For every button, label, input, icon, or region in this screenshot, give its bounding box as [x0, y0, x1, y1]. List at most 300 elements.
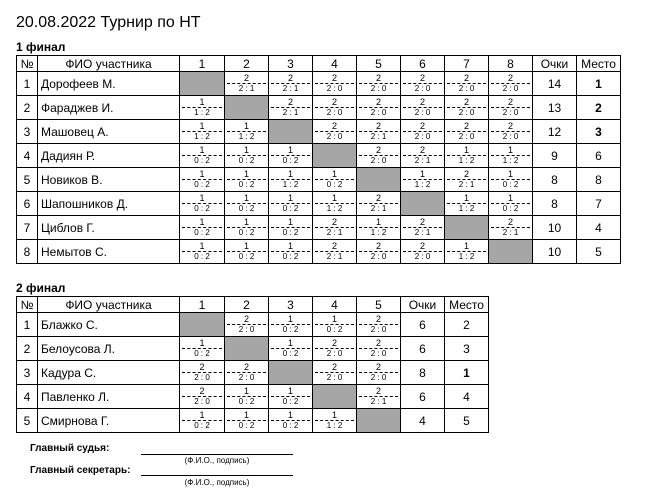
- match-points: 1: [199, 121, 205, 131]
- result-box: [269, 96, 312, 119]
- match-points: 2: [419, 73, 425, 83]
- result-box: [313, 120, 356, 143]
- diagonal-cell: [225, 96, 269, 120]
- final-place: 5: [577, 240, 621, 264]
- col-header-opponent: 6: [401, 56, 445, 72]
- result-cell: [357, 144, 401, 168]
- result-box: [225, 168, 268, 191]
- match-points: 2: [375, 314, 381, 324]
- match-points: 2: [419, 145, 425, 155]
- result-cell: [357, 337, 401, 361]
- match-score: 2 : 0: [447, 83, 486, 94]
- result-box: [357, 385, 400, 408]
- match-score: 0 : 2: [271, 396, 310, 407]
- result-box: [180, 192, 224, 215]
- match-score: 0 : 2: [227, 227, 266, 238]
- participant-name: Дадиян Р.: [38, 144, 180, 168]
- result-cell: [445, 120, 489, 144]
- result-cell: [357, 240, 401, 264]
- result-box: [225, 120, 268, 143]
- result-cell: [313, 313, 357, 337]
- col-header-opponent: 7: [445, 56, 489, 72]
- match-points: 2: [463, 97, 469, 107]
- match-points: 2: [419, 97, 425, 107]
- row-number: 3: [17, 120, 38, 144]
- match-score: 2 : 0: [359, 251, 398, 262]
- table-row: [17, 96, 621, 120]
- match-points: 1: [287, 169, 293, 179]
- match-score: 2 : 1: [447, 179, 486, 190]
- match-points: 1: [331, 314, 337, 324]
- result-box: [357, 216, 400, 239]
- participant-name: Блажко С.: [38, 313, 180, 337]
- row-number: 1: [17, 72, 38, 96]
- result-box: [225, 216, 268, 239]
- result-cell: [180, 216, 225, 240]
- diagonal-cell: [489, 240, 533, 264]
- col-header-opponent: 4: [313, 297, 357, 313]
- match-score: 2 : 0: [359, 324, 398, 335]
- col-header-num: №: [17, 297, 38, 313]
- match-score: 0 : 2: [227, 251, 266, 262]
- participant-name: Павленко Л.: [38, 385, 180, 409]
- result-cell: [225, 168, 269, 192]
- match-points: 1: [199, 169, 205, 179]
- match-score: 2 : 1: [403, 155, 442, 166]
- result-box: [489, 216, 532, 239]
- match-points: 2: [507, 97, 513, 107]
- row-number: 1: [17, 313, 38, 337]
- total-points: 6: [401, 385, 445, 409]
- result-cell: [180, 409, 225, 433]
- result-cell: [225, 385, 269, 409]
- match-score: 0 : 2: [491, 203, 530, 214]
- final-place: 3: [445, 337, 489, 361]
- match-points: 1: [331, 410, 337, 420]
- result-cell: [269, 313, 313, 337]
- result-cell: [180, 361, 225, 385]
- match-score: 2 : 0: [182, 396, 222, 407]
- table-row: [17, 240, 621, 264]
- match-points: 1: [199, 217, 205, 227]
- result-box: [269, 168, 312, 191]
- table-row: [17, 192, 621, 216]
- result-cell: [357, 96, 401, 120]
- match-score: 2 : 0: [359, 107, 398, 118]
- result-box: [357, 144, 400, 167]
- match-points: 1: [287, 314, 293, 324]
- result-cell: [225, 361, 269, 385]
- diagonal-cell: [357, 409, 401, 433]
- match-points: 2: [419, 241, 425, 251]
- total-points: 8: [401, 361, 445, 385]
- result-box: [225, 313, 268, 336]
- total-points: 6: [401, 337, 445, 361]
- result-box: [489, 192, 532, 215]
- table-row: [17, 337, 489, 361]
- result-box: [489, 168, 532, 191]
- match-score: 1 : 2: [271, 179, 310, 190]
- match-points: 1: [507, 145, 513, 155]
- match-points: 1: [287, 338, 293, 348]
- final2-table: [16, 296, 489, 433]
- result-box: [401, 168, 444, 191]
- col-header-opponent: 1: [180, 297, 225, 313]
- result-box: [225, 385, 268, 408]
- result-box: [269, 337, 312, 360]
- match-points: 1: [243, 241, 249, 251]
- result-box: [445, 72, 488, 95]
- participant-name: Новиков В.: [38, 168, 180, 192]
- result-box: [313, 72, 356, 95]
- match-score: 2 : 1: [359, 396, 398, 407]
- col-header-points: Очки: [401, 297, 445, 313]
- match-points: 1: [507, 169, 513, 179]
- col-header-opponent: 3: [269, 56, 313, 72]
- result-box: [445, 240, 488, 263]
- result-cell: [269, 385, 313, 409]
- row-number: 3: [17, 361, 38, 385]
- result-box: [445, 192, 488, 215]
- final-place: 1: [577, 72, 621, 96]
- match-score: 1 : 2: [447, 251, 486, 262]
- result-box: [357, 72, 400, 95]
- result-box: [313, 409, 356, 432]
- result-box: [401, 96, 444, 119]
- row-number: 8: [17, 240, 38, 264]
- participant-name: Дорофеев М.: [38, 72, 180, 96]
- total-points: 4: [401, 409, 445, 433]
- match-points: 1: [419, 169, 425, 179]
- participant-name: Циблов Г.: [38, 216, 180, 240]
- result-cell: [313, 168, 357, 192]
- result-box: [313, 168, 356, 191]
- col-header-name: ФИО участника: [38, 297, 180, 313]
- chief-secretary-label: Главный секретарь:: [30, 465, 131, 476]
- result-cell: [313, 72, 357, 96]
- result-box: [357, 337, 400, 360]
- result-box: [269, 313, 312, 336]
- match-score: 1 : 2: [403, 179, 442, 190]
- col-header-num: №: [17, 56, 38, 72]
- match-score: 0 : 2: [271, 348, 310, 359]
- col-header-opponent: 8: [489, 56, 533, 72]
- match-points: 1: [199, 97, 205, 107]
- result-cell: [445, 144, 489, 168]
- match-points: 1: [331, 193, 337, 203]
- match-points: 1: [199, 193, 205, 203]
- result-cell: [313, 361, 357, 385]
- total-points: 6: [401, 313, 445, 337]
- row-number: 6: [17, 192, 38, 216]
- result-box: [269, 144, 312, 167]
- result-cell: [180, 192, 225, 216]
- result-cell: [225, 144, 269, 168]
- col-header-opponent: 1: [180, 56, 225, 72]
- diagonal-cell: [225, 337, 269, 361]
- match-score: 0 : 2: [271, 203, 310, 214]
- result-cell: [489, 168, 533, 192]
- result-box: [357, 96, 400, 119]
- table-row: [17, 144, 621, 168]
- match-score: 0 : 2: [227, 155, 266, 166]
- match-score: 2 : 1: [491, 227, 530, 238]
- match-points: 2: [507, 73, 513, 83]
- result-box: [269, 409, 312, 432]
- result-cell: [357, 385, 401, 409]
- match-score: 0 : 2: [227, 179, 266, 190]
- result-cell: [401, 168, 445, 192]
- table-row: [17, 72, 621, 96]
- match-points: 1: [507, 193, 513, 203]
- chief-judge-signature-line: [141, 454, 293, 455]
- result-cell: [269, 192, 313, 216]
- match-points: 2: [331, 121, 337, 131]
- match-points: 1: [243, 121, 249, 131]
- match-score: 0 : 2: [182, 179, 222, 190]
- result-cell: [269, 168, 313, 192]
- result-cell: [445, 168, 489, 192]
- match-score: 0 : 2: [182, 155, 222, 166]
- match-score: 2 : 1: [359, 131, 398, 142]
- result-box: [269, 192, 312, 215]
- result-box: [225, 144, 268, 167]
- result-cell: [445, 72, 489, 96]
- participant-name: Смирнова Г.: [38, 409, 180, 433]
- match-score: 2 : 0: [182, 372, 222, 383]
- match-points: 2: [419, 217, 425, 227]
- match-points: 1: [331, 169, 337, 179]
- result-box: [180, 120, 224, 143]
- result-cell: [180, 240, 225, 264]
- total-points: 14: [533, 72, 577, 96]
- match-score: 0 : 2: [271, 251, 310, 262]
- result-box: [180, 168, 224, 191]
- result-cell: [401, 120, 445, 144]
- result-cell: [180, 144, 225, 168]
- result-cell: [357, 120, 401, 144]
- result-box: [489, 72, 532, 95]
- diagonal-cell: [180, 72, 225, 96]
- diagonal-cell: [180, 313, 225, 337]
- final-place: 7: [577, 192, 621, 216]
- result-box: [180, 216, 224, 239]
- match-points: 2: [375, 145, 381, 155]
- match-points: 2: [243, 73, 249, 83]
- result-cell: [313, 96, 357, 120]
- row-number: 5: [17, 409, 38, 433]
- total-points: 10: [533, 216, 577, 240]
- col-header-opponent: 2: [225, 297, 269, 313]
- final-place: 4: [445, 385, 489, 409]
- match-score: 0 : 2: [227, 420, 266, 431]
- match-points: 1: [199, 241, 205, 251]
- match-points: 1: [287, 410, 293, 420]
- result-cell: [489, 72, 533, 96]
- match-points: 1: [463, 145, 469, 155]
- result-cell: [180, 120, 225, 144]
- final-place: 2: [445, 313, 489, 337]
- row-number: 4: [17, 385, 38, 409]
- result-box: [269, 385, 312, 408]
- header-row: [17, 297, 489, 313]
- total-points: 10: [533, 240, 577, 264]
- match-points: 2: [287, 97, 293, 107]
- match-score: 1 : 2: [447, 155, 486, 166]
- match-score: 2 : 1: [315, 227, 354, 238]
- match-points: 2: [375, 241, 381, 251]
- col-header-place: Место: [445, 297, 489, 313]
- match-points: 2: [375, 338, 381, 348]
- match-score: 2 : 0: [359, 348, 398, 359]
- match-score: 2 : 0: [491, 131, 530, 142]
- table-row: [17, 361, 489, 385]
- result-cell: [489, 144, 533, 168]
- match-points: 1: [287, 241, 293, 251]
- match-points: 2: [375, 121, 381, 131]
- result-cell: [225, 409, 269, 433]
- match-score: 2 : 1: [271, 83, 310, 94]
- match-points: 2: [419, 121, 425, 131]
- result-cell: [180, 168, 225, 192]
- col-header-points: Очки: [533, 56, 577, 72]
- result-cell: [269, 240, 313, 264]
- match-score: 2 : 0: [491, 107, 530, 118]
- result-cell: [313, 192, 357, 216]
- diagonal-cell: [357, 168, 401, 192]
- match-score: 1 : 2: [447, 203, 486, 214]
- match-points: 1: [199, 338, 205, 348]
- result-box: [313, 216, 356, 239]
- result-cell: [489, 96, 533, 120]
- match-points: 2: [331, 338, 337, 348]
- match-score: 2 : 0: [447, 131, 486, 142]
- result-cell: [313, 120, 357, 144]
- result-cell: [357, 313, 401, 337]
- match-score: 2 : 1: [359, 203, 398, 214]
- result-box: [401, 120, 444, 143]
- result-cell: [313, 337, 357, 361]
- row-number: 5: [17, 168, 38, 192]
- result-box: [269, 216, 312, 239]
- result-cell: [357, 216, 401, 240]
- result-box: [180, 385, 224, 408]
- match-score: 2 : 0: [491, 83, 530, 94]
- row-number: 7: [17, 216, 38, 240]
- result-cell: [225, 192, 269, 216]
- result-cell: [225, 120, 269, 144]
- header-row: [17, 56, 621, 72]
- match-score: 1 : 2: [182, 107, 222, 118]
- match-score: 2 : 0: [359, 83, 398, 94]
- col-header-place: Место: [577, 56, 621, 72]
- match-points: 2: [243, 362, 249, 372]
- final-place: 6: [577, 144, 621, 168]
- result-cell: [225, 313, 269, 337]
- match-score: 2 : 0: [403, 83, 442, 94]
- match-points: 2: [375, 362, 381, 372]
- match-score: 0 : 2: [315, 179, 354, 190]
- match-score: 1 : 2: [182, 131, 222, 142]
- match-points: 2: [199, 386, 205, 396]
- match-score: 0 : 2: [315, 324, 354, 335]
- match-points: 1: [287, 386, 293, 396]
- participant-name: Шапошников Д.: [38, 192, 180, 216]
- result-box: [489, 144, 532, 167]
- table-row: [17, 385, 489, 409]
- match-score: 2 : 0: [359, 155, 398, 166]
- match-score: 2 : 0: [403, 107, 442, 118]
- match-score: 0 : 2: [182, 251, 222, 262]
- diagonal-cell: [445, 216, 489, 240]
- diagonal-cell: [269, 361, 313, 385]
- result-box: [313, 313, 356, 336]
- table-row: [17, 409, 489, 433]
- result-cell: [357, 72, 401, 96]
- participant-name: Машовец А.: [38, 120, 180, 144]
- result-cell: [313, 409, 357, 433]
- match-score: 2 : 1: [271, 107, 310, 118]
- result-box: [489, 120, 532, 143]
- match-score: 2 : 0: [403, 251, 442, 262]
- chief-judge-label: Главный судья:: [30, 443, 110, 454]
- match-score: 0 : 2: [271, 324, 310, 335]
- match-score: 2 : 1: [403, 227, 442, 238]
- match-score: 0 : 2: [271, 420, 310, 431]
- row-number: 2: [17, 96, 38, 120]
- match-points: 2: [375, 386, 381, 396]
- total-points: 8: [533, 192, 577, 216]
- match-points: 2: [375, 193, 381, 203]
- final-place: 5: [445, 409, 489, 433]
- final1-label: 1 финал: [16, 40, 66, 54]
- match-score: 0 : 2: [182, 348, 222, 359]
- match-points: 2: [331, 73, 337, 83]
- match-score: 1 : 2: [315, 203, 354, 214]
- match-score: 1 : 2: [491, 155, 530, 166]
- diagonal-cell: [401, 192, 445, 216]
- result-box: [445, 168, 488, 191]
- participant-name: Кадура С.: [38, 361, 180, 385]
- match-score: 1 : 2: [359, 227, 398, 238]
- match-points: 1: [375, 217, 381, 227]
- final2-label: 2 финал: [16, 281, 66, 295]
- match-points: 2: [463, 169, 469, 179]
- match-score: 0 : 2: [271, 227, 310, 238]
- result-box: [445, 144, 488, 167]
- result-cell: [269, 337, 313, 361]
- match-score: 0 : 2: [227, 396, 266, 407]
- result-cell: [313, 240, 357, 264]
- result-cell: [489, 216, 533, 240]
- match-points: 1: [199, 145, 205, 155]
- result-cell: [180, 385, 225, 409]
- match-score: 2 : 0: [227, 372, 266, 383]
- result-cell: [489, 120, 533, 144]
- match-score: 2 : 0: [315, 83, 354, 94]
- result-box: [180, 409, 224, 432]
- result-cell: [180, 96, 225, 120]
- col-header-opponent: 5: [357, 56, 401, 72]
- match-score: 0 : 2: [491, 179, 530, 190]
- result-cell: [269, 96, 313, 120]
- col-header-opponent: 2: [225, 56, 269, 72]
- result-cell: [445, 192, 489, 216]
- chief-secretary-signature-line: [141, 475, 293, 476]
- result-box: [445, 120, 488, 143]
- match-points: 2: [331, 241, 337, 251]
- result-box: [180, 361, 224, 384]
